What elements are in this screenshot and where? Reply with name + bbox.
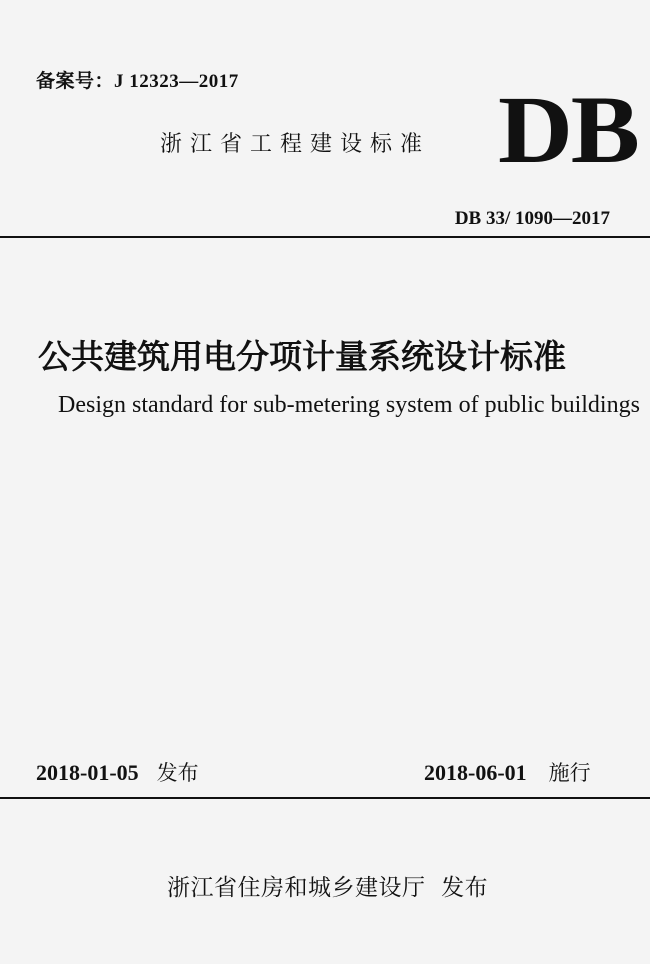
title-chinese: 公共建筑用电分项计量系统设计标准	[38, 337, 566, 376]
standard-code: DB 33/ 1090—2017	[454, 208, 610, 229]
top-divider	[0, 236, 650, 238]
issue-date: 2018-01-05	[36, 760, 139, 785]
bottom-divider	[0, 797, 650, 799]
record-number	[36, 66, 239, 93]
standard-series: 浙江省工程建设标准	[160, 132, 431, 157]
implement-label: 施行	[548, 761, 591, 785]
issue-label: 发布	[156, 761, 199, 785]
implement-date: 2018-06-01	[424, 760, 527, 785]
implement-info	[424, 757, 591, 787]
record-label: 备案号：	[36, 70, 115, 92]
issue-info	[36, 757, 199, 787]
record-value: J 12323—2017	[114, 71, 239, 92]
publisher: 浙江省住房和城乡建设厅 发布	[167, 875, 489, 901]
db-logo: DB	[498, 76, 638, 183]
title-english: Design standard for sub-metering system of public buildings	[58, 392, 640, 418]
